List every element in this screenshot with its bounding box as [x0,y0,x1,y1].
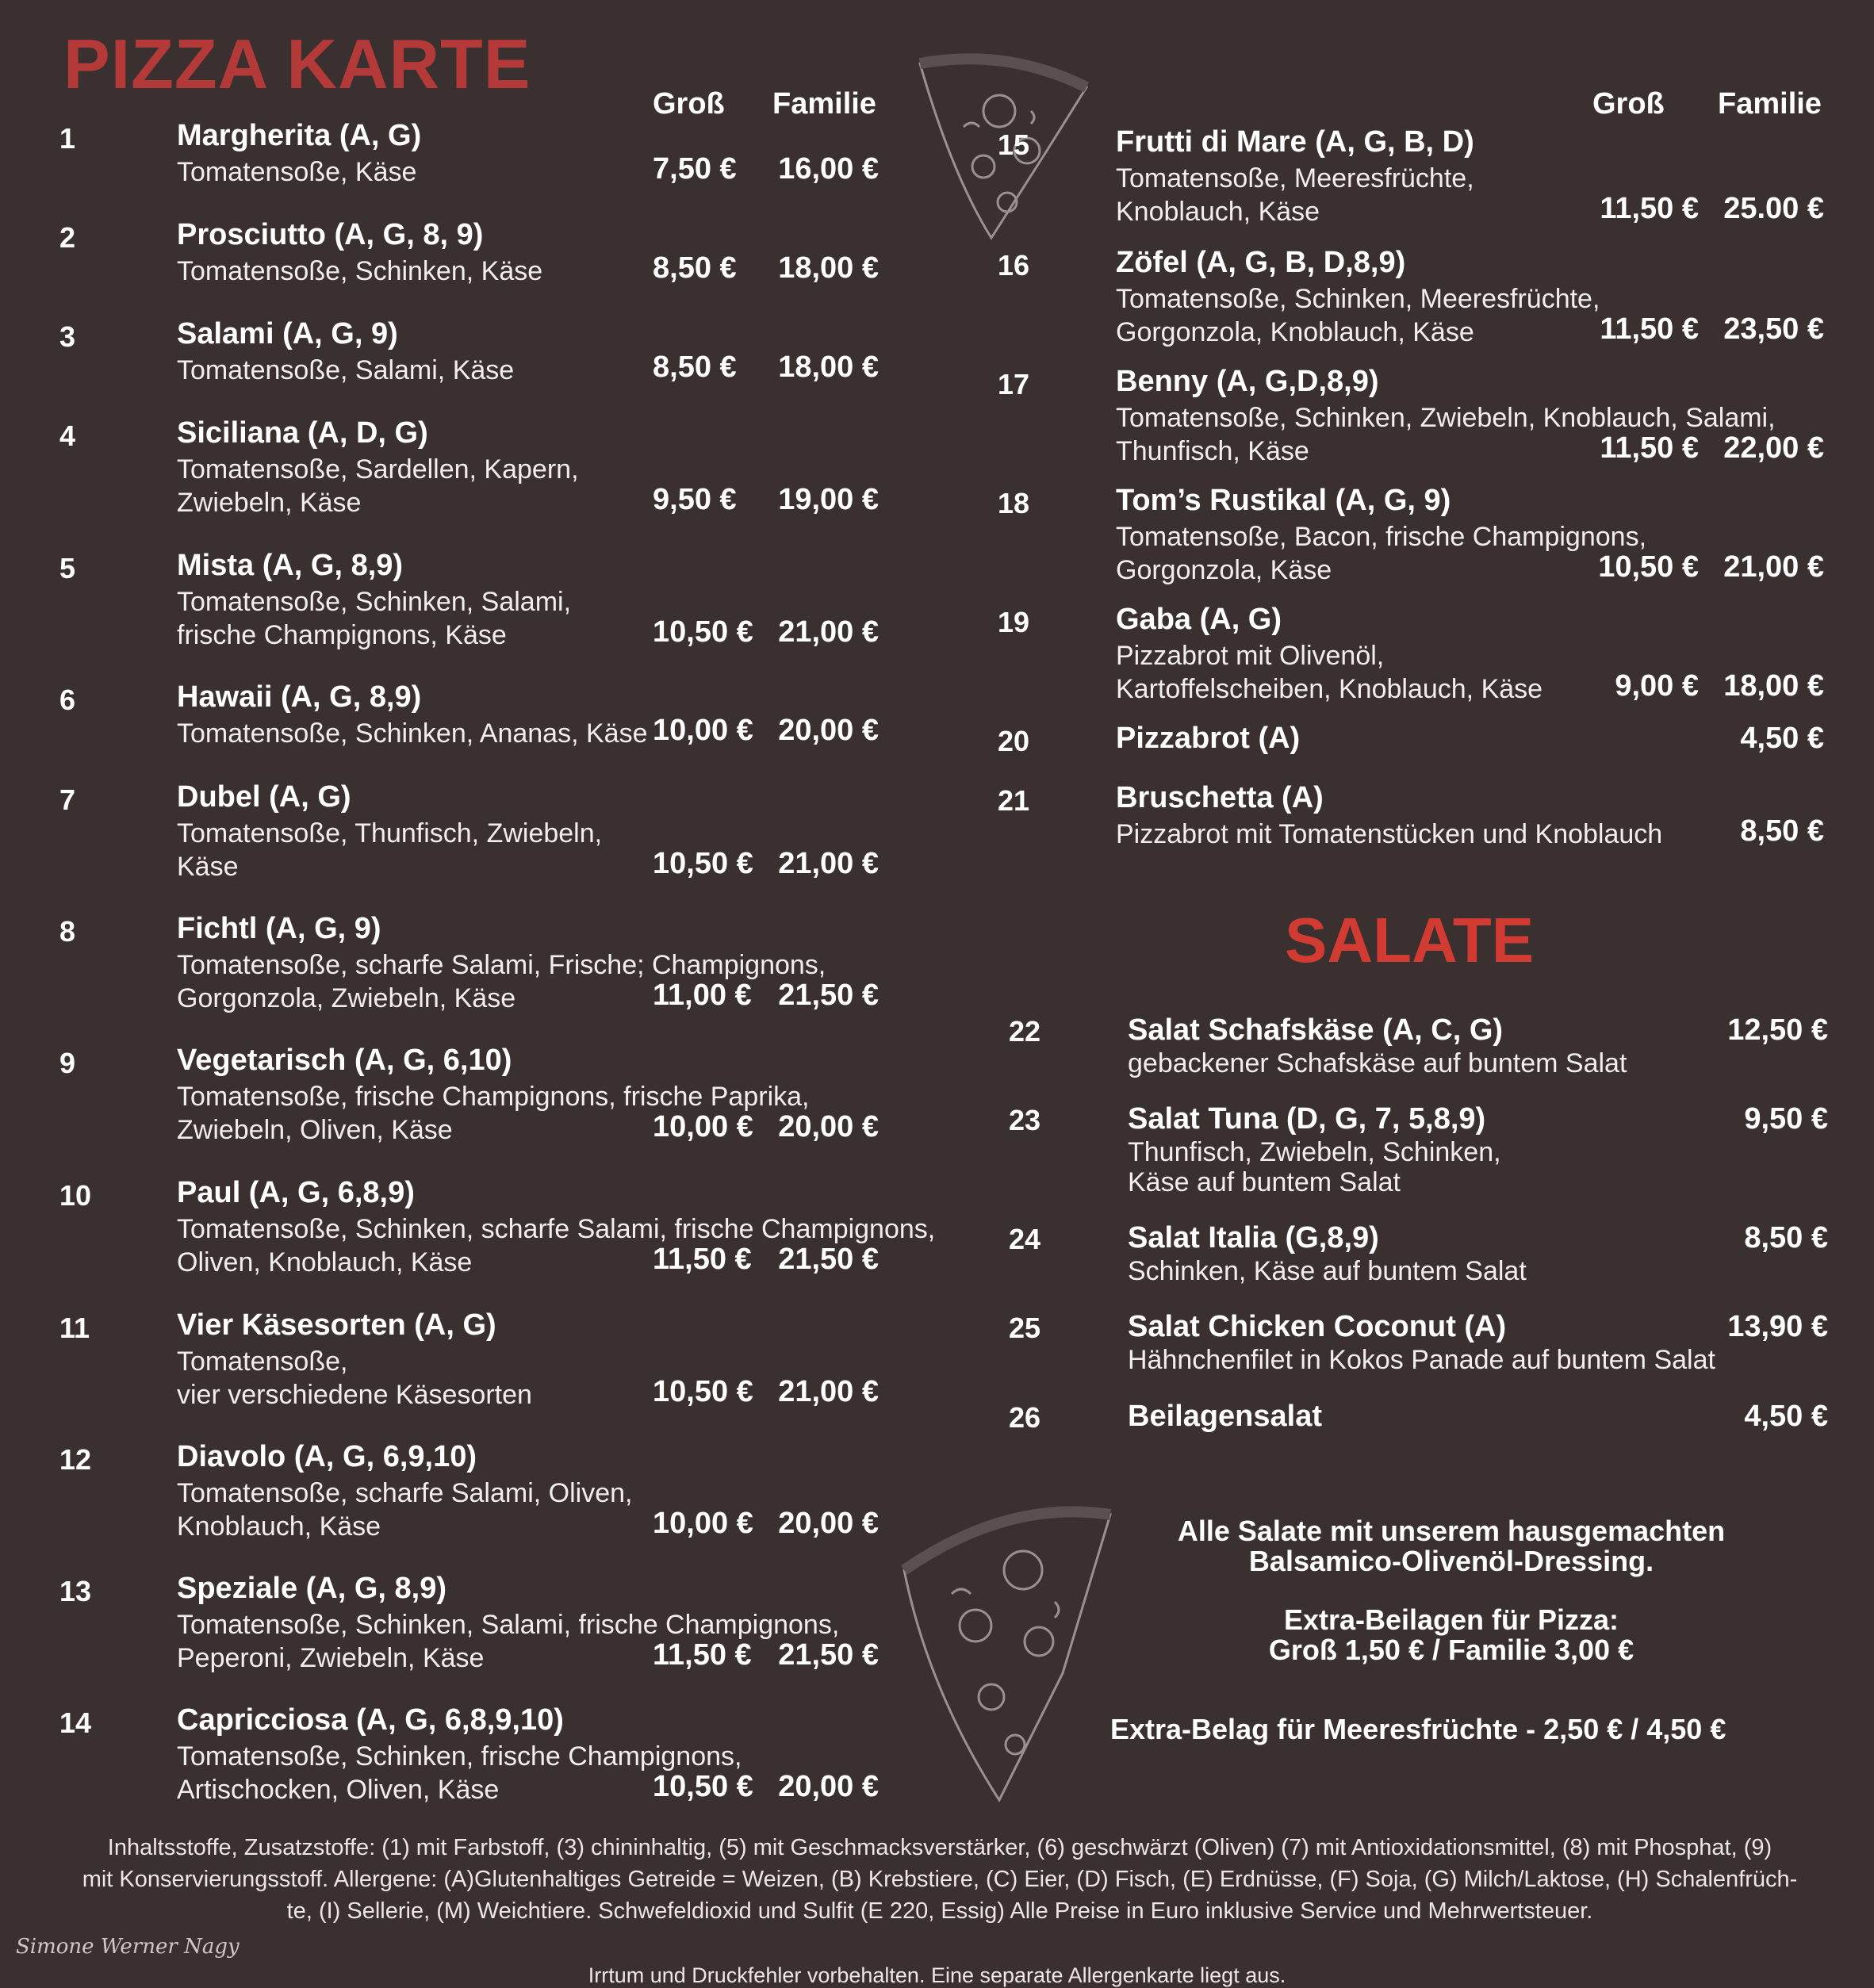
price-gross: 10,50 € [653,615,753,649]
price-gross: 7,50 € [653,152,737,186]
pizza-number: 8 [59,915,76,948]
salad-name: Beilagensalat [1128,1400,1322,1433]
col-header-gross-right: Groß [1592,87,1665,121]
pizza-description: Tomatensoße, Schinken, Zwiebeln, Knoblauch, Salami, [1116,403,1776,433]
col-header-familie-left: Familie [772,87,876,121]
price-gross: 10,50 € [653,847,753,880]
price-gross: 11,50 € [653,1638,752,1672]
pizza-description: Thunfisch, Käse [1116,436,1309,466]
price-familie: 18,00 € [778,251,879,285]
pizza-description: Tomatensoße, Thunfisch, Zwiebeln, [177,818,603,848]
pizza-number: 21 [998,784,1030,817]
footer-line-1: Inhaltsstoffe, Zusatzstoffe: (1) mit Farbstoff, (3) chininhaltig, (5) mit Geschmacksverstärker, (6) geschwärzt (Oliven) (7) mit Antioxidationsmittel, (8) mit Phosphat, (9) [107,1835,1772,1860]
photographer-signature: Simone Werner Nagy [16,1935,240,1959]
price-familie: 22,00 € [1723,431,1824,465]
pizza-description: Oliven, Knoblauch, Käse [177,1247,473,1277]
salad-name: Salat Tuna (D, G, 7, 5,8,9) [1128,1102,1486,1136]
pizza-description: Knoblauch, Käse [1116,197,1320,227]
pizza-description: Tomatensoße, frische Champignons, frische Paprika, [177,1082,810,1112]
pizza-description: Tomatensoße, Schinken, scharfe Salami, frische Champignons, [177,1214,936,1244]
pizza-name: Speziale (A, G, 8,9) [177,1572,446,1605]
pizza-description: Pizzabrot mit Olivenöl, [1116,641,1385,671]
pizza-name: Salami (A, G, 9) [177,317,398,350]
salad-number: 26 [1009,1401,1041,1434]
pizza-description: Tomatensoße, Bacon, frische Champignons, [1116,522,1647,552]
pizza-name: Paul (A, G, 6,8,9) [177,1176,415,1209]
salad-description: Hähnchenfilet in Kokos Panade auf buntem Salat [1128,1345,1715,1375]
footer-additives [48,1832,1832,1927]
price-gross: 11,00 € [653,979,752,1012]
pizza-description: Zwiebeln, Käse [177,488,362,518]
price-familie: 16,00 € [778,152,879,186]
pizza-number: 10 [59,1179,92,1212]
pizza-description: Kartoffelscheiben, Knoblauch, Käse [1116,674,1543,704]
price-familie: 8,50 € [1740,814,1824,848]
pizza-number: 11 [59,1312,90,1344]
pizza-name: Bruschetta (A) [1116,781,1324,814]
pizza-number: 18 [998,487,1030,519]
pizza-description: Knoblauch, Käse [177,1511,381,1542]
pizza-description: vier verschiedene Käsesorten [177,1380,532,1410]
salad-description: Thunfisch, Zwiebeln, Schinken, [1128,1137,1501,1167]
price-familie: 21,00 € [1723,550,1824,584]
price-familie: 4,50 € [1740,722,1824,755]
price-gross: 11,50 € [653,1243,752,1276]
salad-description: gebackener Schafskäse auf buntem Salat [1128,1048,1627,1078]
salad-price: 8,50 € [1744,1221,1828,1254]
col-header-gross-left: Groß [653,87,725,121]
pizza-description: Gorgonzola, Knoblauch, Käse [1116,317,1474,347]
pizza-number: 6 [59,684,76,716]
pizza-name: Capricciosa (A, G, 6,8,9,10) [177,1703,564,1737]
price-familie: 23,50 € [1723,312,1824,346]
salad-number: 24 [1009,1223,1041,1255]
price-gross: 10,50 € [653,1770,753,1803]
price-familie: 18,00 € [1723,669,1824,703]
price-familie: 21,00 € [778,847,879,880]
pizza-name: Prosciutto (A, G, 8, 9) [177,218,484,251]
footer-disclaimer: Irrtum und Druckfehler vorbehalten. Eine separate Allergenkarte liegt aus. [588,1963,1286,1987]
pizza-description: Tomatensoße, [177,1346,348,1377]
pizza-number: 20 [998,725,1030,757]
extra-belag-meeresfruechte: Extra-Belag für Meeresfrüchte - 2,50 € / 4,50 € [1110,1713,1726,1745]
price-gross: 8,50 € [653,350,737,384]
price-gross: 9,50 € [653,483,737,516]
pizza-name: Vegetarisch (A, G, 6,10) [177,1044,512,1077]
pizza-name: Mista (A, G, 8,9) [177,549,404,582]
dressing-note-line2: Balsamico-Olivenöl-Dressing. [1248,1545,1654,1577]
price-familie: 20,00 € [778,1770,879,1803]
pizza-name: Siciliana (A, D, G) [177,416,428,450]
pizza-name: Diavolo (A, G, 6,9,10) [177,1440,477,1473]
pizza-description: Tomatensoße, Schinken, Meeresfrüchte, [1116,284,1600,314]
price-gross: 8,50 € [653,251,737,285]
extra-beilagen-title: Extra-Beilagen für Pizza: [1283,1603,1619,1636]
salad-name: Salat Schafskäse (A, C, G) [1128,1013,1504,1047]
pizza-description: Tomatensoße, Schinken, frische Champignons, [177,1741,742,1772]
price-familie: 18,00 € [778,350,879,384]
salad-price: 4,50 € [1744,1400,1828,1433]
pizza-number: 17 [998,368,1030,400]
price-familie: 21,50 € [778,1638,879,1672]
pizza-number: 9 [59,1047,76,1079]
salad-price: 13,90 € [1727,1310,1828,1343]
pizza-number: 7 [59,783,76,816]
pizza-number: 4 [59,419,76,452]
pizza-name: Frutti di Mare (A, G, B, D) [1116,125,1474,159]
footer-line-3: te, (I) Sellerie, (M) Weichtiere. Schwefeldioxid und Sulfit (E 220, Essig) Alle Preise in Euro inklusive Service und Mehrwertsteuer. [286,1898,1593,1924]
salad-number: 23 [1009,1104,1041,1136]
price-familie: 19,00 € [778,483,879,516]
pizza-description: Artischocken, Oliven, Käse [177,1775,500,1805]
pizza-description: Tomatensoße, scharfe Salami, Oliven, [177,1478,633,1508]
salad-price: 9,50 € [1744,1102,1828,1136]
pizza-name: Gaba (A, G) [1116,603,1282,636]
salad-price: 12,50 € [1727,1013,1828,1047]
pizza-number: 2 [59,221,76,254]
salate-title: SALATE [1285,905,1535,975]
salad-description: Käse auf buntem Salat [1128,1167,1401,1197]
price-familie: 20,00 € [778,1507,879,1540]
price-gross: 10,00 € [653,1110,753,1143]
price-gross: 11,50 € [1600,192,1699,225]
price-familie: 20,00 € [778,714,879,747]
pizza-number: 19 [998,606,1030,638]
pizza-name: Zöfel (A, G, B, D,8,9) [1116,246,1406,279]
pizza-name: Margherita (A, G) [177,119,422,152]
pizza-number: 16 [998,249,1030,282]
page-title: PIZZA KARTE [63,25,531,103]
pizza-name: Pizzabrot (A) [1116,722,1301,755]
pizza-number: 1 [59,122,76,155]
price-gross: 10,00 € [653,714,753,747]
price-familie: 21,50 € [778,979,879,1012]
pizza-description: Tomatensoße, Salami, Käse [177,355,515,385]
pizza-description: Tomatensoße, Käse [177,157,417,187]
pizza-description: Tomatensoße, Sardellen, Kapern, [177,454,579,485]
dressing-note-line1: Alle Salate mit unserem hausgemachten [1177,1515,1726,1547]
footer-line-2: mit Konservierungsstoff. Allergene: (A)Glutenhaltiges Getreide = Weizen, (B) Krebstiere, (C) Eier, (D) Fisch, (E) Erdnüsse, (F) Soja, (G) Milch/Laktose, (H) Schalenfrüch- [82,1867,1798,1892]
price-gross: 10,00 € [653,1507,753,1540]
pizza-number: 15 [998,128,1030,161]
col-header-familie-right: Familie [1718,87,1822,121]
pizza-name: Hawaii (A, G, 8,9) [177,680,422,714]
price-gross: 11,50 € [1600,431,1699,465]
extra-beilagen-prices: Groß 1,50 € / Familie 3,00 € [1268,1634,1634,1666]
pizza-name: Dubel (A, G) [177,780,351,814]
salad-name: Salat Chicken Coconut (A) [1128,1310,1507,1343]
pizza-description: Zwiebeln, Oliven, Käse [177,1115,453,1145]
pizza-number: 14 [59,1706,92,1739]
pizza-description: Pizzabrot mit Tomatenstücken und Knoblauch [1116,819,1663,849]
pizza-description: Tomatensoße, Schinken, Käse [177,256,543,286]
pizza-description: Tomatensoße, Meeresfrüchte, [1116,163,1474,193]
price-gross: 11,50 € [1600,312,1699,346]
price-familie: 21,00 € [778,615,879,649]
pizza-number: 3 [59,320,76,353]
salad-name: Salat Italia (G,8,9) [1128,1221,1379,1254]
price-gross: 10,50 € [653,1375,753,1408]
pizza-number: 12 [59,1443,92,1476]
pizza-number: 5 [59,552,76,584]
salad-description: Schinken, Käse auf buntem Salat [1128,1256,1527,1286]
price-gross: 10,50 € [1598,550,1699,584]
price-gross: 9,00 € [1615,669,1699,703]
price-familie: 20,00 € [778,1110,879,1143]
pizza-description: Tomatensoße, scharfe Salami, Frische; Champignons, [177,950,826,980]
pizza-name: Benny (A, G,D,8,9) [1116,365,1379,398]
pizza-description: Tomatensoße, Schinken, Salami, [177,587,572,617]
salad-number: 25 [1009,1312,1041,1344]
pizza-number: 13 [59,1575,92,1607]
pizza-description: Gorgonzola, Käse [1116,555,1332,585]
pizza-description: Tomatensoße, Schinken, Salami, frische Champignons, [177,1610,840,1640]
pizza-name: Vier Käsesorten (A, G) [177,1308,496,1342]
pizza-description: frische Champignons, Käse [177,620,507,650]
price-familie: 21,50 € [778,1243,879,1276]
pizza-name: Fichtl (A, G, 9) [177,912,381,945]
pizza-description: Tomatensoße, Schinken, Ananas, Käse [177,718,648,749]
pizza-name: Tom’s Rustikal (A, G, 9) [1116,484,1451,517]
pizza-description: Peperoni, Zwiebeln, Käse [177,1643,485,1673]
pizza-description: Gorgonzola, Zwiebeln, Käse [177,983,516,1013]
pizza-description: Käse [177,852,239,882]
price-familie: 25.00 € [1723,192,1824,225]
salad-number: 22 [1009,1015,1041,1048]
price-familie: 21,00 € [778,1375,879,1408]
